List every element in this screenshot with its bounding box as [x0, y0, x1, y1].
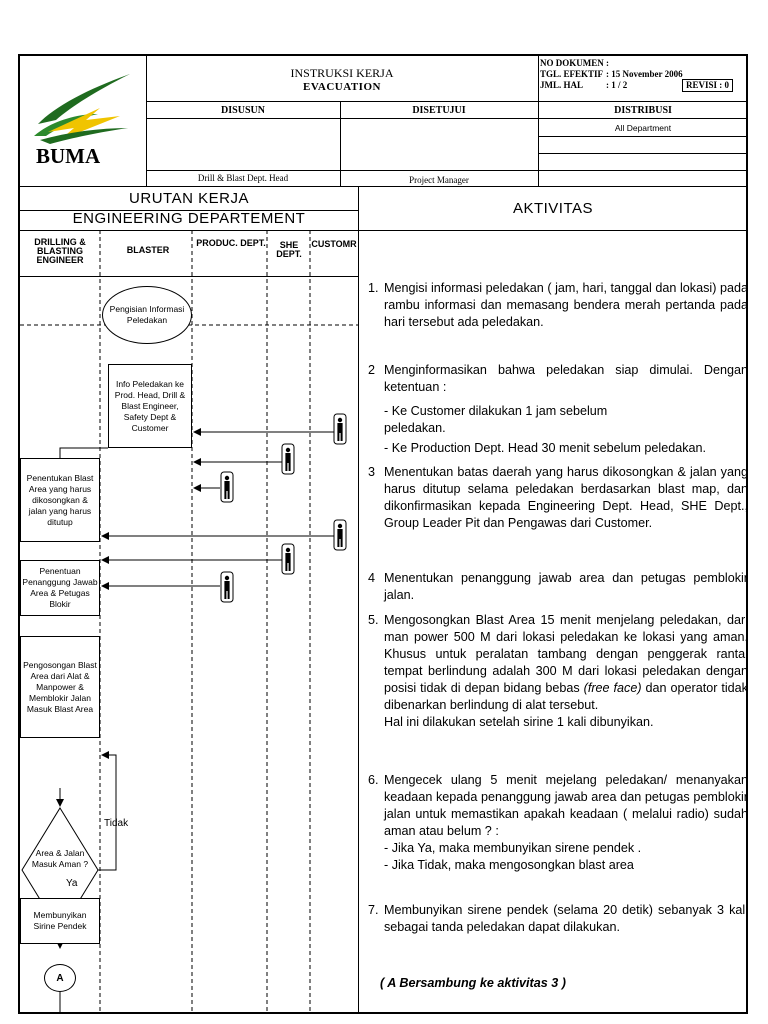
lane-blaster: BLASTER [126, 245, 170, 255]
node-pengisian-informasi: Pengisian Informasi Peledakan [102, 286, 192, 344]
step-2: 2 Menginformasikan bahwa peledakan siap dimulai. Dengan ketentuan : [368, 363, 748, 394]
revisi-value: REVISI : 0 [682, 79, 733, 92]
jml-label: JML. HAL [540, 80, 584, 90]
node-pengosongan-blast-area: Pengosongan Blast Area dari Alat & Manpower & Memblokir Jalan Masuk Blast Area [20, 636, 100, 738]
produc-person-icon-2 [221, 572, 233, 602]
connector-a-label: A [56, 972, 64, 984]
footer-note: ( A Bersambung ke aktivitas 3 ) [380, 976, 566, 990]
step-5: 5. Mengosongkan Blast Area 15 menit menjelang peledakan, dari man power 500 M dari lokasi peledakan ke lokasi yang aman. Khusus untuk peralatan tambang dengan penggerak rantai tempat berlindung adalah 300 M dari lokasi peledakan dengan posisi tidak di depan bidang bebas (free face) dan operator tidak dibenarkan berlindung di alat tersebut. Hal ini dilakukan setelah sirine 1 kali dibunyikan. [368, 613, 748, 729]
step-1: 1. Mengisi informasi peledakan ( jam, hari, tanggal dan lokasi) pada rambu informasi dan memasang bendera merah pertanda pada hari tersebut ada peledakan. [368, 281, 748, 329]
urutan-kerja-heading: URUTAN KERJA [129, 190, 249, 207]
node-penentukan-blast-area: Penentukan Blast Area yang harus dikosongkan & jalan yang harus ditutup [20, 458, 100, 542]
doc-title [146, 66, 538, 94]
aktivitas-heading: AKTIVITAS [512, 200, 594, 217]
company-logo [20, 56, 146, 186]
doc-title-line2: EVACUATION [303, 81, 381, 93]
buma-logo-icon [20, 56, 146, 146]
step-7: 7. Membunyikan sirene pendek (selama 20 detik) sebanyak 3 kali sebagai tanda peledakan dapat dilakukan. [368, 903, 748, 934]
lane-produc-dept: PRODUC. DEPT. [196, 238, 266, 248]
doc-no-label: NO DOKUMEN [540, 58, 604, 68]
lane-drilling-engineer: DRILLING & BLASTING ENGINEER [34, 237, 86, 265]
step-6: 6. Mengecek ulang 5 menit mejelang peledakan/ menanyakan keadaan kepada penanggung jawab area dan petugas pemblokir jalan untuk memastikan apakah keadaan ( melalui radio) sudah aman atau belum ? : - Jika Ya, maka membunyikan sirene pendek . - Jika Tidak, maka mengosongkan blast area [368, 773, 748, 872]
customer-person-icon-2 [334, 520, 346, 550]
step-2-customer: - Ke Customer dilakukan 1 jam sebelum peledakan. [384, 404, 608, 435]
disetujui-name: Project Manager [409, 175, 469, 185]
step-2-production: - Ke Production Dept. Head 30 menit sebelum peledakan. [384, 441, 707, 455]
logo-text: BUMA [36, 144, 101, 168]
node-membunyikan-sirine: Membunyikan Sirine Pendek [20, 898, 100, 944]
document-frame [18, 54, 748, 1014]
step-3: 3 Menentukan batas daerah yang harus dikosongkan & jalan yang harus ditutup selama peledakan berdasarkan blast map, dan dikonfirmasikan kepada Engineering Dept. Head, SHE Dept., Group Leader Pit dan Pengawas dari Customer. [368, 465, 748, 530]
node-penentuan-penanggung-jawab: Penentuan Penanggung Jawab Area & Petugas Blokir [20, 560, 100, 616]
tgl-label: TGL. EFEKTIF [540, 69, 604, 79]
jml-value: : 1 / 2 [606, 80, 628, 90]
doc-title-line1: INSTRUKSI KERJA [290, 66, 394, 80]
connector-a [44, 964, 76, 992]
produc-person-icon [221, 472, 233, 502]
node-info-peledakan: Info Peledakan ke Prod. Head, Drill & Blast Engineer, Safety Dept & Customer [108, 364, 192, 448]
she-person-icon [282, 444, 294, 474]
lane-customer: CUSTOMR [311, 239, 357, 249]
label-tidak: Tidak [104, 818, 129, 829]
doc-info [540, 58, 748, 91]
customer-person-icon [334, 414, 346, 444]
distribusi-value: All Department [614, 123, 672, 133]
doc-no-value: : [606, 58, 609, 68]
disetujui-label: DISETUJUI [412, 105, 466, 116]
label-ya: Ya [66, 878, 78, 889]
she-person-icon-2 [282, 544, 294, 574]
disusun-label: DISUSUN [221, 105, 265, 116]
step-4: 4 Menentukan penanggung jawab area dan petugas pemblokir jalan. [368, 571, 748, 602]
flowchart-canvas [20, 230, 358, 1014]
tgl-value: : 15 November 2006 [606, 69, 683, 79]
node-area-aman-decision: Area & Jalan Masuk Aman ? [31, 848, 89, 869]
distribusi-label: DISTRIBUSI [614, 105, 672, 116]
disusun-name: Drill & Blast Dept. Head [197, 173, 289, 183]
lane-she-dept: SHE DEPT. [276, 240, 302, 259]
engineering-dept-heading: ENGINEERING DEPARTEMENT [72, 210, 306, 227]
